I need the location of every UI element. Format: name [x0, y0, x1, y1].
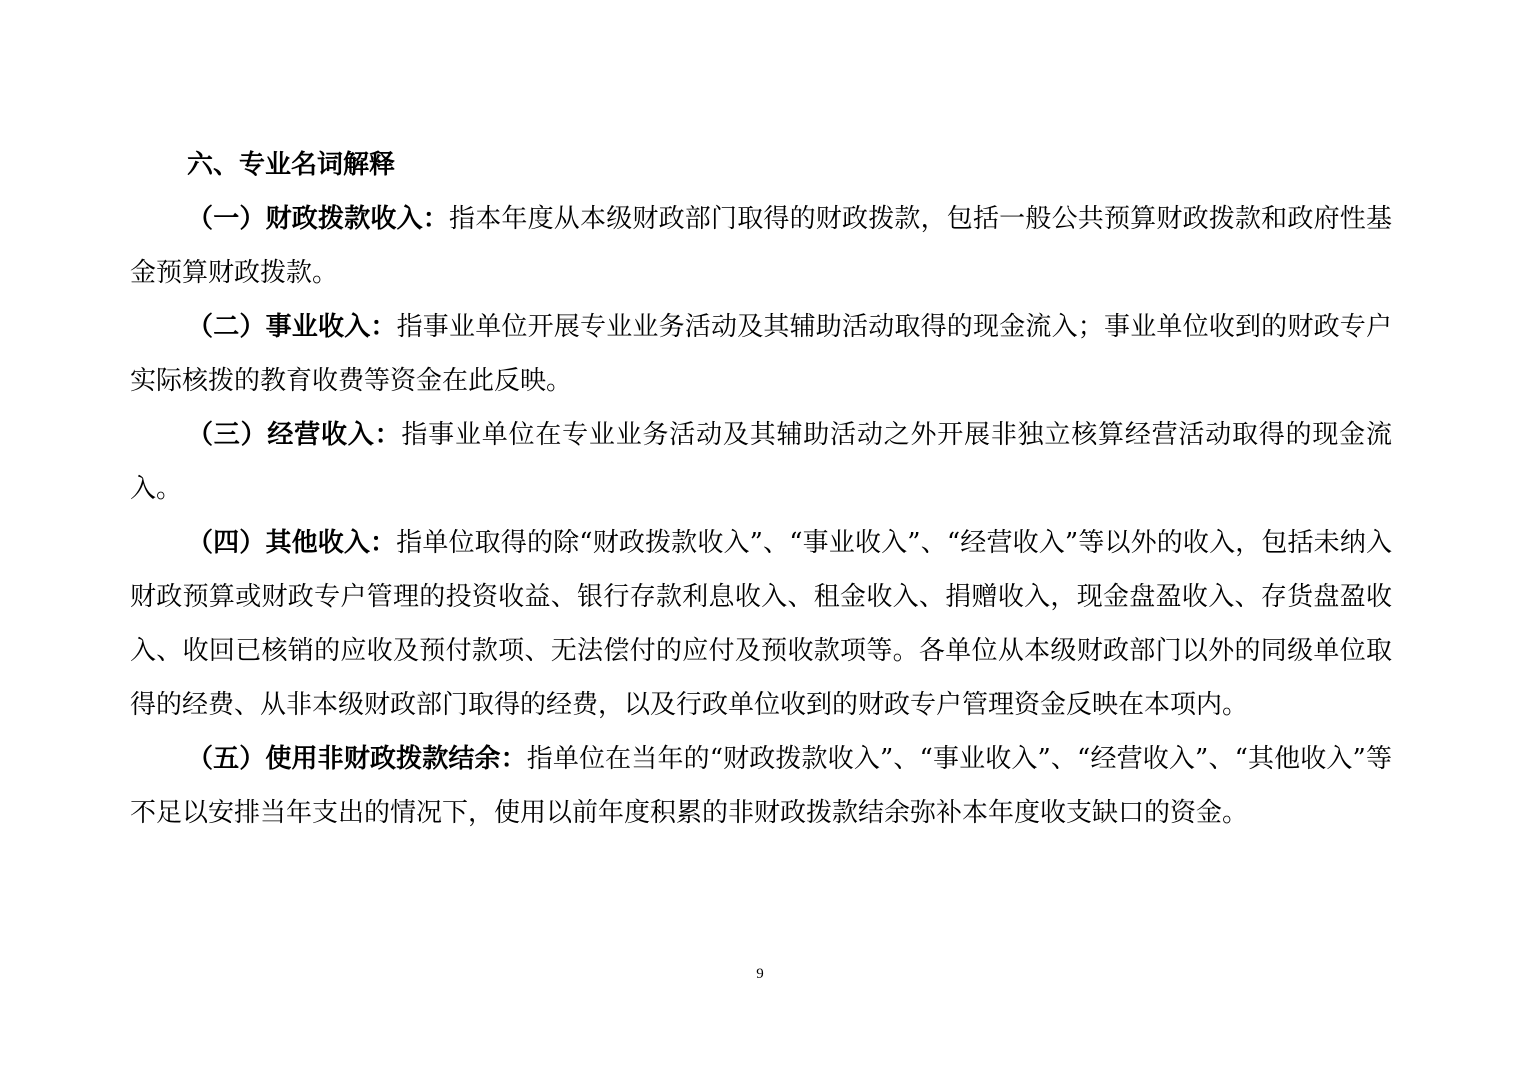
definition-text-2: 指事业单位开展专业业务活动及其辅助活动取得的现金流入；事业单位收到的财政专户实际核拨的教育收费等资金在此反映。 — [130, 312, 1392, 396]
definition-paragraph-2 — [130, 300, 1392, 408]
definition-paragraph-1 — [130, 192, 1392, 300]
page-number: 9 — [756, 966, 764, 982]
definition-text-1: 指本年度从本级财政部门取得的财政拨款，包括一般公共预算财政拨款和政府性基金预算财政拨款。 — [130, 204, 1392, 288]
definition-term-2: （二）事业收入： — [187, 312, 397, 342]
definition-paragraph-5 — [130, 732, 1392, 840]
definition-text-3: 指事业单位在专业业务活动及其辅助活动之外开展非独立核算经营活动取得的现金流入。 — [130, 420, 1392, 504]
definition-term-5: （五）使用非财政拨款结余： — [187, 744, 527, 774]
definition-paragraph-3 — [130, 408, 1392, 516]
page-content — [130, 138, 1392, 840]
definition-term-3: （三）经营收入： — [187, 420, 402, 450]
definition-text-5: 指单位在当年的“财政拨款收入”、“事业收入”、“经营收入”、“其他收入”等不足以安排当年支出的情况下，使用以前年度积累的非财政拨款结余弥补本年度收支缺口的资金。 — [130, 744, 1392, 828]
definition-paragraph-4 — [130, 516, 1392, 732]
section-heading: 六、专业名词解释 — [187, 150, 396, 180]
definition-term-1: （一）财政拨款收入： — [187, 204, 449, 234]
definition-text-4: 指单位取得的除“财政拨款收入”、“事业收入”、“经营收入”等以外的收入，包括未纳入财政预算或财政专户管理的投资收益、银行存款利息收入、租金收入、捐赠收入，现金盘盈收入、存货盘盈收入、收回已核销的应收及预付款项、无法偿付的应付及预收款项等。各单位从本级财政部门以外的同级单位取得的经费、从非本级财政部门取得的经费，以及行政单位收到的财政专户管理资金反映在本项内。 — [130, 528, 1392, 720]
definition-term-4: （四）其他收入： — [187, 528, 397, 558]
